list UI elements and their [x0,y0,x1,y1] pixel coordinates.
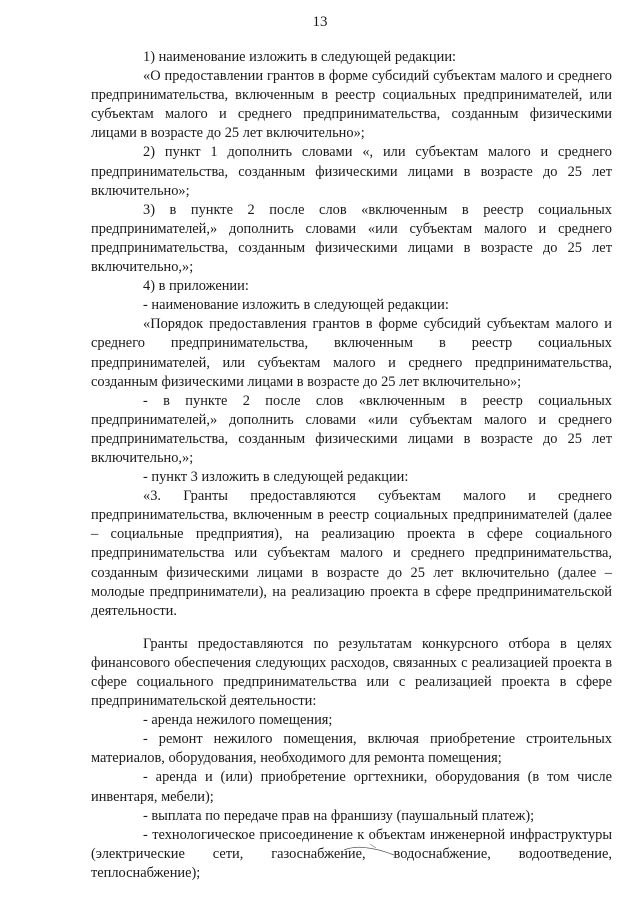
paragraph-12: - аренда нежилого помещения; [143,712,333,729]
paragraph-14: - аренда и (или) приобретение оргтехники, оборудования (в том числе инвентаря, мебели); [91,769,612,805]
paragraph-13: - ремонт нежилого помещения, включая приобретение строительных материалов, оборудования, необходимого для ремонта помещения; [91,731,612,767]
paragraph-5: 4) в приложении: [143,278,249,295]
page-number: 13 [312,14,328,30]
paragraph-10: «3. Гранты предоставляются субъектам малого и среднего предпринимательства, включенным в реестр социальных предпринимателей (далее – социальные предприятия), на реализацию проекта в сфере социального предпринимательства или субъектам малого и среднего предпринимательства, созданным физическими лицами в возрасте до 25 лет включительно (далее – молодые предприниматели), на реализацию проекта в сфере предпринимательской деятельности. [91,488,612,619]
paragraph-16: - технологическое присоединение к объектам инженерной инфраструктуры (электрические сети, газоснабжение, водоснабжение, водоотведение, теплоснабжение); [91,826,612,881]
paragraph-4: 3) в пункте 2 после слов «включенным в реестр социальных предпринимателей,» дополнить словами «или субъектам малого и среднего предпринимательства, созданным физическими лицами в возрасте до 25 лет включительно,»; [91,201,612,276]
paragraph-2: «О предоставлении грантов в форме субсидий субъектам малого и среднего предпринимательства, включенным в реестр социальных предпринимателей, или субъектам малого и среднего предпринимательства, созданным физическими лицами в возрасте до 25 лет включительно»; [91,68,612,142]
paragraph-3: 2) пункт 1 дополнить словами «, или субъектам малого и среднего предпринимательства, созданным физическими лицами в возрасте до 25 лет включительно»; [91,144,612,199]
paragraph-9: - пункт 3 изложить в следующей редакции: [143,469,409,486]
paragraph-15: - выплата по передаче прав на франшизу (паушальный платеж); [143,807,535,824]
paragraph-7: «Порядок предоставления грантов в форме субсидий субъектам малого и среднего предпринимательства, включенным в реестр социальных предпринимателей, или субъектам малого и среднего предпринимательства, созданным физическими лицами в возрасте до 25 лет включительно»; [91,316,612,390]
paragraph-1: 1) наименование изложить в следующей редакции: [143,49,457,65]
document-body [91,48,612,883]
paragraph-8: - в пункте 2 после слов «включенным в реестр социальных предпринимателей,» дополнить словами «или субъектам малого и среднего предпринимательства, созданным физическими лицами в возрасте до 25 лет включительно,»; [91,392,612,466]
ink-mark-icon [340,838,400,858]
paragraph-11: Гранты предоставляются по результатам конкурсного отбора в целях финансового обеспечения следующих расходов, связанных с реализацией проекта в сфере социального предпринимательства или с реализацией проекта в сфере предпринимательской деятельности: [91,635,612,710]
paragraph-6: - наименование изложить в следующей редакции: [143,297,449,314]
